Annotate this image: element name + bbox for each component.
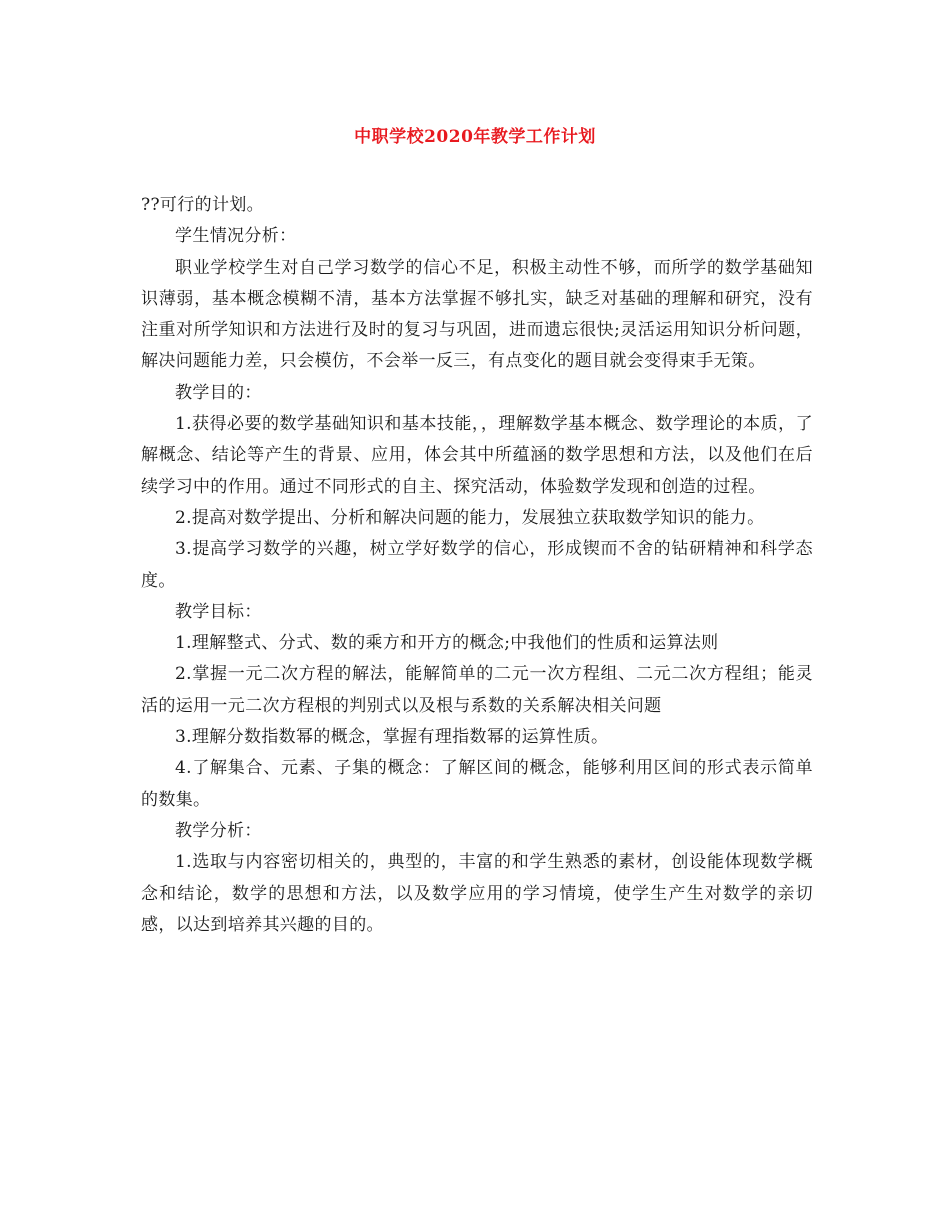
list-item: 4.了解集合、元素、子集的概念：了解区间的概念，能够利用区间的形式表示简单的数集。 (141, 758, 813, 810)
section-heading: 教学分析： (175, 820, 262, 841)
document-body (141, 190, 813, 941)
list-item: 1.选取与内容密切相关的，典型的，丰富的和学生熟悉的素材，创设能体现数学概念和结论，数学的思想和方法，以及数学应用的学习情境，使学生产生对数学的亲切感，以达到培养其兴趣的目的。 (141, 852, 813, 935)
document-title: 中职学校2020年教学工作计划 (354, 127, 596, 147)
paragraph: ??可行的计划。 (141, 195, 265, 215)
section-heading: 学生情况分析： (175, 226, 297, 247)
list-item: 2.提高对数学提出、分析和解决问题的能力，发展独立获取数学知识的能力。 (175, 507, 765, 528)
list-item: 1.理解整式、分式、数的乘方和开方的概念;中我他们的性质和运算法则 (175, 633, 719, 654)
section-heading: 教学目的： (175, 382, 262, 403)
list-item: 3.提高学习数学的兴趣，树立学好数学的信心，形成锲而不舍的钻研精神和科学态度。 (141, 539, 813, 591)
section-heading: 教学目标： (175, 601, 262, 622)
paragraph: 职业学校学生对自己学习数学的信心不足，积极主动性不够，而所学的数学基础知识薄弱，基本概念模糊不清，基本方法掌握不够扎实，缺乏对基础的理解和研究，没有注重对所学知识和方法进行及时的复习与巩固，进而遗忘很快;灵活运用知识分析问题，解决问题能力差，只会模仿，不会举一反三，有点变化的题目就会变得束手无策。 (141, 257, 813, 372)
list-item: 3.理解分数指数幂的概念，掌握有理指数幂的运算性质。 (175, 727, 609, 748)
list-item: 2.掌握一元二次方程的解法，能解简单的二元一次方程组、二元二次方程组；能灵活的运用一元二次方程根的判别式以及根与系数的关系解决相关问题 (141, 664, 813, 716)
list-item: 1.获得必要的数学基础知识和基本技能，，理解数学基本概念、数学理论的本质，了解概念、结论等产生的背景、应用，体会其中所蕴涵的数学思想和方法，以及他们在后续学习中的作用。通过不同形式的自主、探究活动，体验数学发现和创造的过程。 (141, 414, 813, 497)
